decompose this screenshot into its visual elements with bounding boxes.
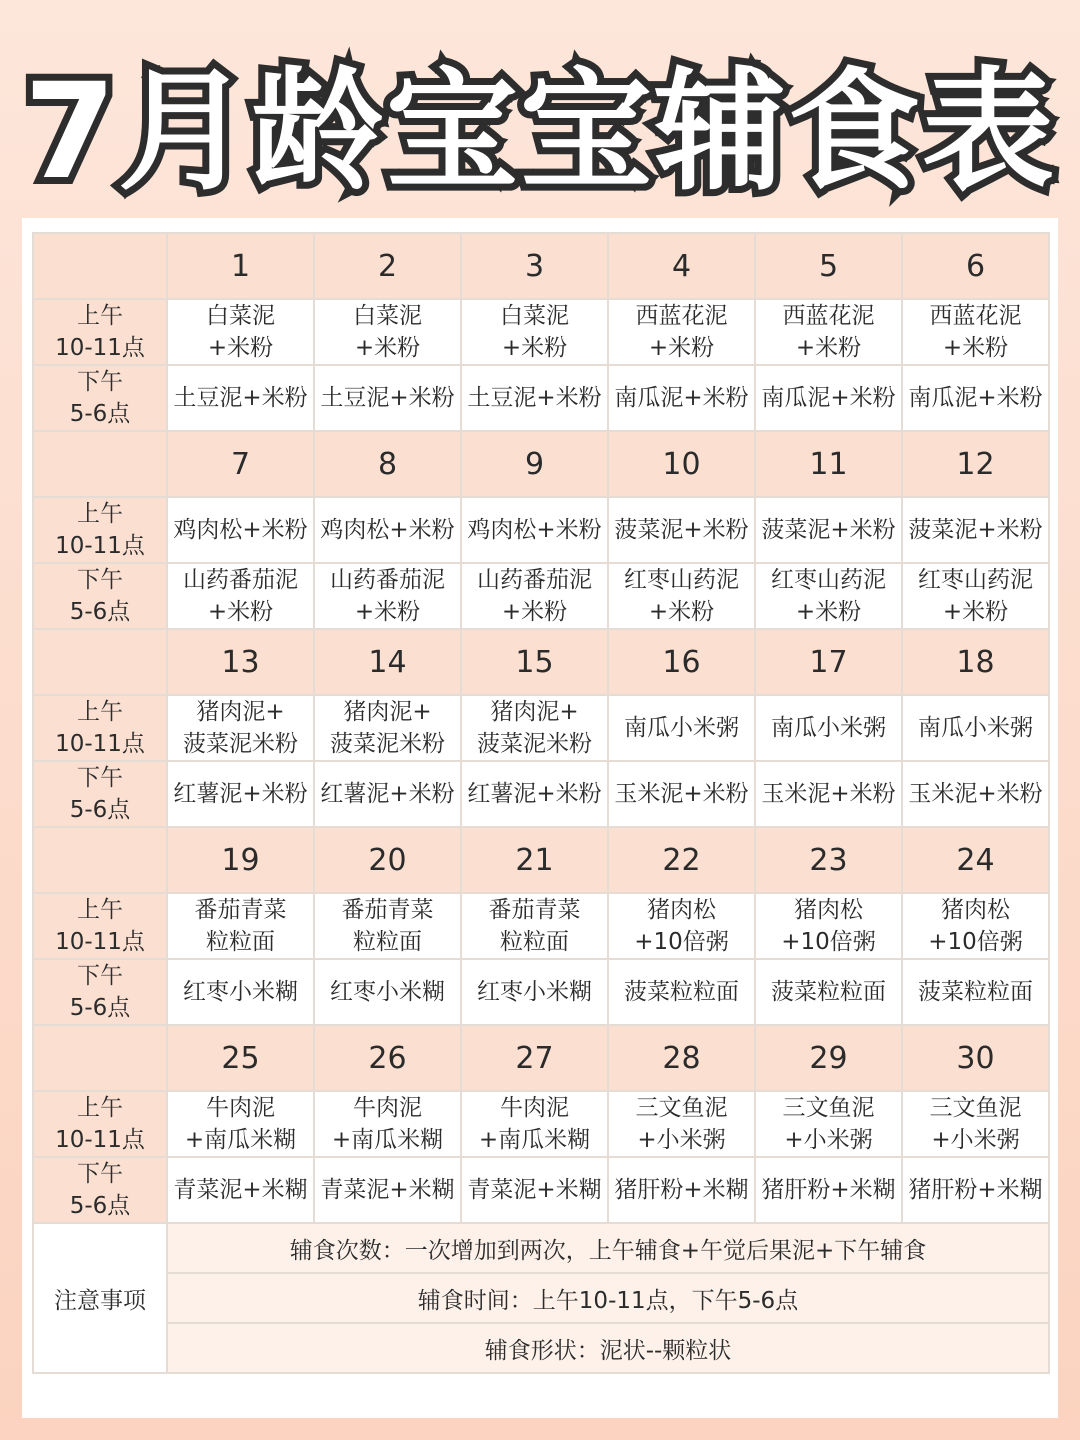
meal-text-line: 猪肝粉+米糊 xyxy=(761,1177,896,1203)
day-number: 17 xyxy=(755,629,902,695)
note-row xyxy=(33,1323,1049,1373)
morning-label xyxy=(33,1091,167,1157)
meal-text-line: 白菜泥 xyxy=(500,303,569,329)
meal-cell xyxy=(461,959,608,1025)
meal-text-line: 菠菜粒粒面 xyxy=(771,979,886,1005)
afternoon-meal-row xyxy=(33,563,1049,629)
meal-cell xyxy=(167,1157,314,1223)
day-number: 15 xyxy=(461,629,608,695)
meal-text-line: +小米粥 xyxy=(637,1127,726,1153)
blank-cell xyxy=(33,1025,167,1091)
day-number-row xyxy=(33,629,1049,695)
meal-text-line: 青菜泥+米糊 xyxy=(173,1177,308,1203)
meal-text-line: 猪肉松 xyxy=(794,897,863,923)
meal-text-line: +米粉 xyxy=(354,335,421,361)
afternoon-label-line: 5-6点 xyxy=(69,599,131,625)
meal-cell xyxy=(902,299,1049,365)
meal-text-line: +米粉 xyxy=(795,335,862,361)
meal-text-line: 玉米泥+米粉 xyxy=(761,781,896,807)
meal-text-line: 南瓜泥+米粉 xyxy=(761,385,896,411)
meal-text-line: +南瓜米糊 xyxy=(331,1127,444,1153)
meal-text-line: +米粉 xyxy=(942,335,1009,361)
meal-cell xyxy=(314,893,461,959)
meal-text-line: 牛肉泥 xyxy=(500,1095,569,1121)
meal-cell xyxy=(755,365,902,431)
meal-cell xyxy=(461,893,608,959)
morning-label-line: 上午 xyxy=(77,501,123,527)
meal-cell xyxy=(608,299,755,365)
note-text: 辅食次数：一次增加到两次，上午辅食+午觉后果泥+下午辅食 xyxy=(167,1223,1049,1273)
meal-text-line: 土豆泥+米粉 xyxy=(173,385,308,411)
day-number: 6 xyxy=(902,233,1049,299)
day-number: 13 xyxy=(167,629,314,695)
blank-cell xyxy=(33,629,167,695)
day-number: 20 xyxy=(314,827,461,893)
meal-text-line: 西蓝花泥 xyxy=(635,303,728,329)
meal-cell xyxy=(167,761,314,827)
meal-cell xyxy=(314,497,461,563)
afternoon-label xyxy=(33,959,167,1025)
meal-text-line: 山药番茄泥 xyxy=(330,567,445,593)
morning-label xyxy=(33,299,167,365)
meal-cell xyxy=(461,1091,608,1157)
meal-cell xyxy=(902,563,1049,629)
notes-label: 注意事项 xyxy=(33,1223,167,1373)
note-row xyxy=(33,1223,1049,1273)
meal-cell xyxy=(755,299,902,365)
meal-text-line: 红枣小米糊 xyxy=(477,979,592,1005)
meal-text-line: 红薯泥+米粉 xyxy=(173,781,308,807)
afternoon-meal-row xyxy=(33,761,1049,827)
morning-label-line: 10-11点 xyxy=(55,1127,145,1153)
meal-text-line: 牛肉泥 xyxy=(206,1095,275,1121)
morning-label-line: 上午 xyxy=(77,699,123,725)
meal-text-line: 土豆泥+米粉 xyxy=(467,385,602,411)
afternoon-label-line: 5-6点 xyxy=(69,995,131,1021)
afternoon-label-line: 下午 xyxy=(77,369,123,395)
meal-cell xyxy=(608,1091,755,1157)
day-number: 11 xyxy=(755,431,902,497)
afternoon-label-line: 下午 xyxy=(77,963,123,989)
meal-cell xyxy=(461,497,608,563)
morning-label-line: 10-11点 xyxy=(55,929,145,955)
afternoon-label-line: 5-6点 xyxy=(69,401,131,427)
day-number-row xyxy=(33,431,1049,497)
meal-cell xyxy=(608,959,755,1025)
meal-text-line: 鸡肉松+米粉 xyxy=(467,517,602,543)
meal-text-line: +米粉 xyxy=(648,599,715,625)
note-text: 辅食形状：泥状--颗粒状 xyxy=(167,1323,1049,1373)
page-title-banner xyxy=(0,30,1080,210)
meal-cell xyxy=(608,365,755,431)
meal-text-line: 红枣山药泥 xyxy=(771,567,886,593)
meal-cell xyxy=(755,959,902,1025)
meal-text-line: 红枣山药泥 xyxy=(918,567,1033,593)
meal-text-line: +南瓜米糊 xyxy=(184,1127,297,1153)
note-row xyxy=(33,1273,1049,1323)
meal-cell xyxy=(167,893,314,959)
meal-cell xyxy=(167,497,314,563)
morning-meal-row xyxy=(33,893,1049,959)
meal-text-line: 西蓝花泥 xyxy=(929,303,1022,329)
afternoon-label xyxy=(33,563,167,629)
day-number: 21 xyxy=(461,827,608,893)
meal-cell xyxy=(314,365,461,431)
meal-cell xyxy=(167,1091,314,1157)
day-number: 16 xyxy=(608,629,755,695)
blank-cell xyxy=(33,431,167,497)
day-number: 25 xyxy=(167,1025,314,1091)
meal-text-line: 白菜泥 xyxy=(206,303,275,329)
meal-plan-card xyxy=(22,218,1058,1418)
meal-text-line: +10倍粥 xyxy=(634,929,729,955)
afternoon-label xyxy=(33,761,167,827)
note-text: 辅食时间：上午10-11点，下午5-6点 xyxy=(167,1273,1049,1323)
meal-text-line: 鸡肉松+米粉 xyxy=(320,517,455,543)
morning-label xyxy=(33,695,167,761)
meal-text-line: 菠菜泥米粉 xyxy=(330,731,445,757)
morning-label-line: 上午 xyxy=(77,1095,123,1121)
day-number: 23 xyxy=(755,827,902,893)
meal-cell xyxy=(461,1157,608,1223)
meal-text-line: 鸡肉松+米粉 xyxy=(173,517,308,543)
meal-cell xyxy=(461,365,608,431)
morning-meal-row xyxy=(33,1091,1049,1157)
meal-cell xyxy=(314,299,461,365)
meal-text-line: 粒粒面 xyxy=(206,929,275,955)
meal-cell xyxy=(167,959,314,1025)
meal-text-line: 南瓜泥+米粉 xyxy=(908,385,1043,411)
meal-cell xyxy=(755,761,902,827)
meal-text-line: 南瓜小米粥 xyxy=(918,715,1033,741)
afternoon-meal-row xyxy=(33,959,1049,1025)
meal-cell xyxy=(608,563,755,629)
afternoon-meal-row xyxy=(33,365,1049,431)
meal-text-line: +米粉 xyxy=(501,335,568,361)
meal-cell xyxy=(608,761,755,827)
morning-label-line: 上午 xyxy=(77,303,123,329)
meal-text-line: 玉米泥+米粉 xyxy=(614,781,749,807)
day-number: 22 xyxy=(608,827,755,893)
meal-cell xyxy=(314,959,461,1025)
morning-meal-row xyxy=(33,299,1049,365)
morning-meal-row xyxy=(33,695,1049,761)
morning-label-line: 10-11点 xyxy=(55,533,145,559)
meal-text-line: 青菜泥+米糊 xyxy=(320,1177,455,1203)
meal-text-line: 菠菜泥米粉 xyxy=(477,731,592,757)
day-number: 9 xyxy=(461,431,608,497)
afternoon-label-line: 下午 xyxy=(77,765,123,791)
meal-cell xyxy=(608,695,755,761)
meal-text-line: +10倍粥 xyxy=(928,929,1023,955)
meal-text-line: 菠菜泥米粉 xyxy=(183,731,298,757)
meal-text-line: 粒粒面 xyxy=(500,929,569,955)
afternoon-label-line: 5-6点 xyxy=(69,797,131,823)
morning-label-line: 10-11点 xyxy=(55,335,145,361)
meal-text-line: 红薯泥+米粉 xyxy=(467,781,602,807)
meal-cell xyxy=(755,563,902,629)
meal-cell xyxy=(902,959,1049,1025)
afternoon-label-line: 5-6点 xyxy=(69,1193,131,1219)
afternoon-meal-row xyxy=(33,1157,1049,1223)
meal-cell xyxy=(314,1157,461,1223)
meal-text-line: 菠菜泥+米粉 xyxy=(614,517,749,543)
day-number: 3 xyxy=(461,233,608,299)
day-number: 10 xyxy=(608,431,755,497)
day-number: 19 xyxy=(167,827,314,893)
meal-cell xyxy=(755,497,902,563)
day-number: 5 xyxy=(755,233,902,299)
meal-text-line: 玉米泥+米粉 xyxy=(908,781,1043,807)
day-number: 8 xyxy=(314,431,461,497)
meal-plan-table xyxy=(32,232,1050,1374)
afternoon-label-line: 下午 xyxy=(77,567,123,593)
meal-text-line: 番茄青菜 xyxy=(341,897,434,923)
day-number-row xyxy=(33,233,1049,299)
meal-cell xyxy=(314,761,461,827)
meal-cell xyxy=(167,563,314,629)
meal-text-line: 三文鱼泥 xyxy=(929,1095,1022,1121)
meal-cell xyxy=(314,1091,461,1157)
meal-text-line: +米粉 xyxy=(501,599,568,625)
meal-text-line: 菠菜粒粒面 xyxy=(918,979,1033,1005)
blank-cell xyxy=(33,233,167,299)
meal-cell xyxy=(608,1157,755,1223)
day-number: 7 xyxy=(167,431,314,497)
morning-label xyxy=(33,893,167,959)
meal-text-line: +10倍粥 xyxy=(781,929,876,955)
day-number: 12 xyxy=(902,431,1049,497)
meal-text-line: 南瓜泥+米粉 xyxy=(614,385,749,411)
meal-cell xyxy=(755,1157,902,1223)
meal-text-line: 猪肉松 xyxy=(941,897,1010,923)
meal-cell xyxy=(902,761,1049,827)
meal-text-line: 红枣山药泥 xyxy=(624,567,739,593)
meal-cell xyxy=(755,695,902,761)
meal-text-line: +米粉 xyxy=(942,599,1009,625)
meal-text-line: 猪肝粉+米糊 xyxy=(614,1177,749,1203)
meal-cell xyxy=(608,497,755,563)
meal-cell xyxy=(755,893,902,959)
meal-text-line: 粒粒面 xyxy=(353,929,422,955)
meal-cell xyxy=(314,563,461,629)
meal-text-line: 猪肉松 xyxy=(647,897,716,923)
page-title: 7月龄宝宝辅食表 xyxy=(24,55,1056,209)
meal-text-line: +米粉 xyxy=(354,599,421,625)
meal-text-line: 南瓜小米粥 xyxy=(624,715,739,741)
day-number: 26 xyxy=(314,1025,461,1091)
meal-text-line: 红枣小米糊 xyxy=(330,979,445,1005)
meal-text-line: 青菜泥+米糊 xyxy=(467,1177,602,1203)
meal-text-line: 猪肉泥+ xyxy=(196,699,285,725)
day-number: 4 xyxy=(608,233,755,299)
meal-text-line: 牛肉泥 xyxy=(353,1095,422,1121)
meal-text-line: 猪肉泥+ xyxy=(343,699,432,725)
day-number: 28 xyxy=(608,1025,755,1091)
meal-text-line: 菠菜粒粒面 xyxy=(624,979,739,1005)
meal-cell xyxy=(902,1157,1049,1223)
meal-text-line: 番茄青菜 xyxy=(488,897,581,923)
meal-cell xyxy=(902,695,1049,761)
meal-text-line: 红薯泥+米粉 xyxy=(320,781,455,807)
meal-text-line: 三文鱼泥 xyxy=(635,1095,728,1121)
meal-text-line: 南瓜小米粥 xyxy=(771,715,886,741)
meal-text-line: +米粉 xyxy=(795,599,862,625)
meal-cell xyxy=(902,893,1049,959)
meal-text-line: +小米粥 xyxy=(784,1127,873,1153)
meal-text-line: 山药番茄泥 xyxy=(183,567,298,593)
morning-meal-row xyxy=(33,497,1049,563)
day-number-row xyxy=(33,1025,1049,1091)
meal-text-line: 菠菜泥+米粉 xyxy=(908,517,1043,543)
meal-text-line: +小米粥 xyxy=(931,1127,1020,1153)
meal-cell xyxy=(902,1091,1049,1157)
morning-label-line: 10-11点 xyxy=(55,731,145,757)
meal-cell xyxy=(461,563,608,629)
meal-text-line: 番茄青菜 xyxy=(194,897,287,923)
morning-label xyxy=(33,497,167,563)
meal-text-line: 菠菜泥+米粉 xyxy=(761,517,896,543)
meal-text-line: 土豆泥+米粉 xyxy=(320,385,455,411)
meal-text-line: +南瓜米糊 xyxy=(478,1127,591,1153)
meal-cell xyxy=(608,893,755,959)
afternoon-label-line: 下午 xyxy=(77,1161,123,1187)
day-number: 29 xyxy=(755,1025,902,1091)
day-number: 2 xyxy=(314,233,461,299)
day-number: 14 xyxy=(314,629,461,695)
meal-text-line: +米粉 xyxy=(207,335,274,361)
meal-cell xyxy=(314,695,461,761)
meal-text-line: 山药番茄泥 xyxy=(477,567,592,593)
meal-text-line: +米粉 xyxy=(648,335,715,361)
meal-text-line: 三文鱼泥 xyxy=(782,1095,875,1121)
blank-cell xyxy=(33,827,167,893)
meal-cell xyxy=(167,695,314,761)
meal-cell xyxy=(461,695,608,761)
afternoon-label xyxy=(33,365,167,431)
meal-text-line: 猪肉泥+ xyxy=(490,699,579,725)
day-number-row xyxy=(33,827,1049,893)
meal-cell xyxy=(461,761,608,827)
meal-text-line: 白菜泥 xyxy=(353,303,422,329)
day-number: 18 xyxy=(902,629,1049,695)
meal-cell xyxy=(902,497,1049,563)
day-number: 27 xyxy=(461,1025,608,1091)
meal-cell xyxy=(167,365,314,431)
meal-text-line: +米粉 xyxy=(207,599,274,625)
meal-cell xyxy=(167,299,314,365)
meal-text-line: 猪肝粉+米糊 xyxy=(908,1177,1043,1203)
meal-text-line: 西蓝花泥 xyxy=(782,303,875,329)
morning-label-line: 上午 xyxy=(77,897,123,923)
meal-text-line: 红枣小米糊 xyxy=(183,979,298,1005)
day-number: 30 xyxy=(902,1025,1049,1091)
day-number: 24 xyxy=(902,827,1049,893)
meal-cell xyxy=(902,365,1049,431)
meal-cell xyxy=(755,1091,902,1157)
meal-cell xyxy=(461,299,608,365)
afternoon-label xyxy=(33,1157,167,1223)
day-number: 1 xyxy=(167,233,314,299)
